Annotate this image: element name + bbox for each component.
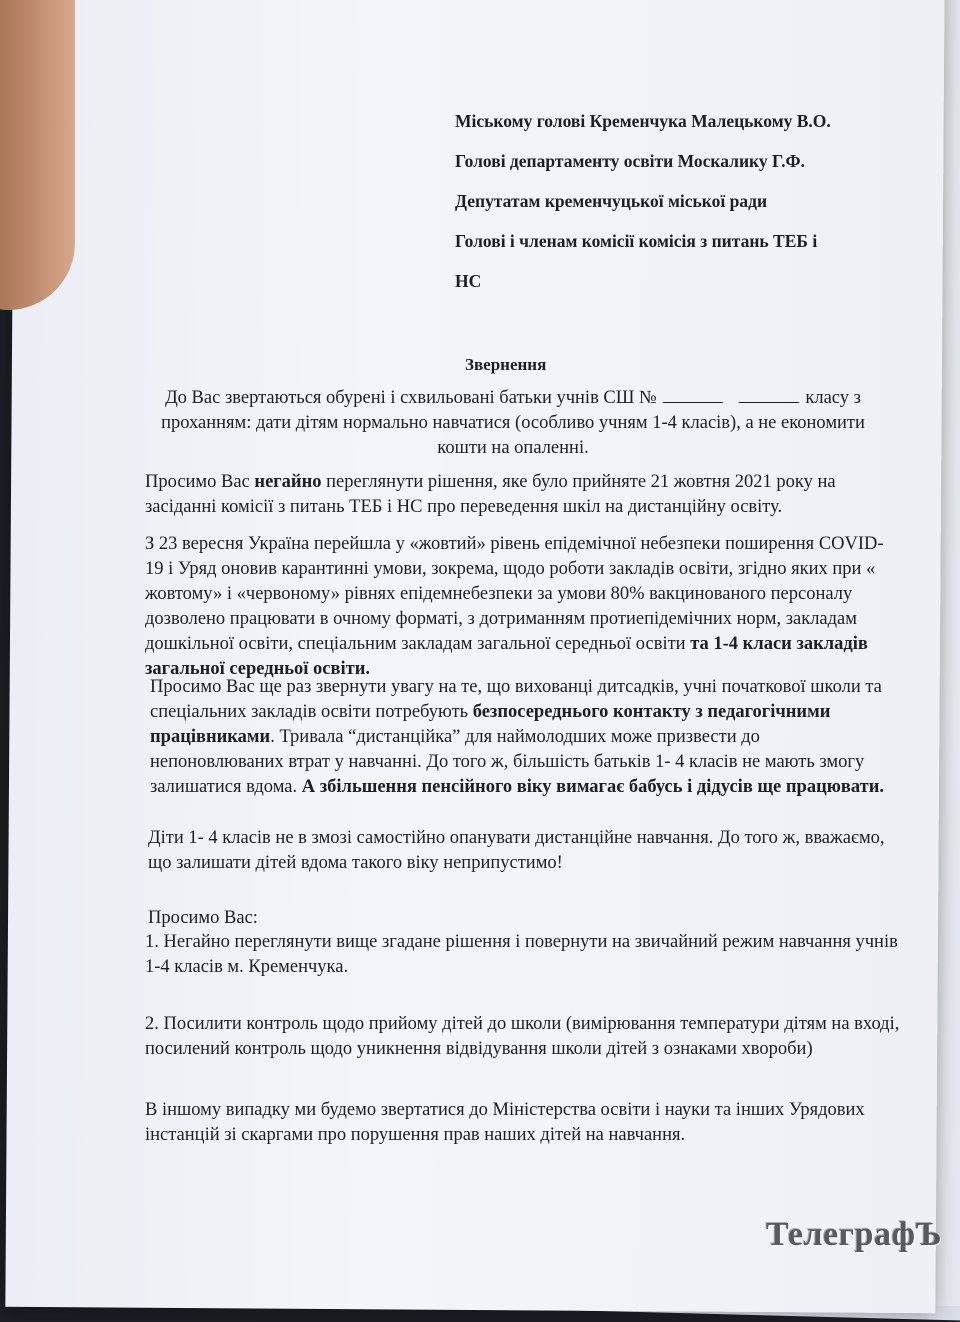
recipient-deputies: Депутатам кременчуцької міської ради: [455, 191, 768, 211]
p3-text-a: Просимо Вас ще раз звернути увагу на те, що вихованці дитсадків, учні початкової школи та спеціальних закладів освіти потребують: [150, 677, 882, 722]
intro-text-start: До Вас звертаються обурені і схвильовані батьки учнів СШ №: [165, 388, 657, 408]
intro-text-end: класу з проханням: дати дітям нормально навчатися (особливо учням 1-4 класів), а не економити кошти на опаленні.: [161, 388, 865, 458]
paragraph-attention: [150, 675, 890, 800]
paragraph-request-heading: Просимо Вас:: [148, 908, 258, 928]
p3-bold-d: А збільшення пенсійного віку вимагає бабусь і дідусів ще працювати.: [301, 777, 885, 797]
request-item-2: 2. Посилити контроль щодо прийому дітей до школи (вимірювання температури дітям на вході, посилений контроль щодо уникнення відвідування школи дітей з ознаками хвороби): [145, 1014, 900, 1059]
recipient-mayor: Міському голові Кременчука Малецькому В.О.: [455, 111, 831, 131]
p2-text-a: З 23 вересня Україна перейшла у «жовтий» рівень епідемічної небезпеки поширення COVID-19 і Уряд оновив карантинні умови, зокрема, щодо роботи закладів освіти, згідно яких при « жовтому» і «червоному» рівнях епідемнебезпеки за умови 80% вакцинованого персоналу дозволено працювати в очному форматі, з дотриманням протиепідемічних норм, закладам дошкільної освіти, спеціальним закладам загальної середньої освіти: [145, 534, 884, 654]
recipient-commission: Голові і членам комісії комісія з питань ТЕБ і: [455, 231, 818, 251]
document-title: Звернення: [465, 355, 547, 374]
request-item-1: 1. Негайно переглянути вище згадане рішення і повернути на звичайний режим навчання учнів 1-4 класів м. Кременчука.: [145, 932, 898, 977]
p2-bold: та 1-4 класи закладів загальної середньої освіти.: [145, 634, 868, 679]
paragraph-closing: В іншому випадку ми будемо звертатися до Міністерства освіти і науки та інших Урядових інстанцій зі скаргами про порушення прав наших дітей на навчання.: [145, 1100, 865, 1145]
p1-text-a: Просимо Вас: [145, 472, 255, 492]
paragraph-children: Діти 1- 4 класів не в змозі самостійно опанувати дистанційне навчання. До того ж, вважаємо, що залишати дітей вдома такого віку неприпустимо!: [148, 828, 885, 873]
recipients-block: [455, 108, 895, 308]
paragraph-review-request: [145, 470, 905, 520]
intro-paragraph: [148, 386, 878, 461]
p1-bold: негайно: [254, 472, 322, 492]
school-number-blank: [663, 388, 723, 403]
telegraf-watermark: ТелеграфЪ: [765, 1216, 942, 1253]
p3-text-c: . Тривала “дистанційка” для наймолодших може призвести до непоновлюваних втрат у навчанні. До того ж, більшість батьків 1- 4 класів не мають змогу залишатися вдома.: [150, 727, 865, 797]
recipient-commission-cont: НС: [455, 271, 482, 291]
recipient-education-dept: Голові департаменту освіти Москалику Г.Ф.: [455, 151, 805, 171]
paragraph-covid-level: [145, 532, 890, 682]
p3-bold-b: безпосереднього контакту з педагогічними працівниками: [150, 702, 831, 747]
p1-text-c: переглянути рішення, яке було прийняте 21 жовтня 2021 року на засіданні комісії з питань ТЕБ і НС про переведення шкіл на дистанційну освіту.: [145, 472, 836, 517]
class-blank: [739, 388, 799, 403]
